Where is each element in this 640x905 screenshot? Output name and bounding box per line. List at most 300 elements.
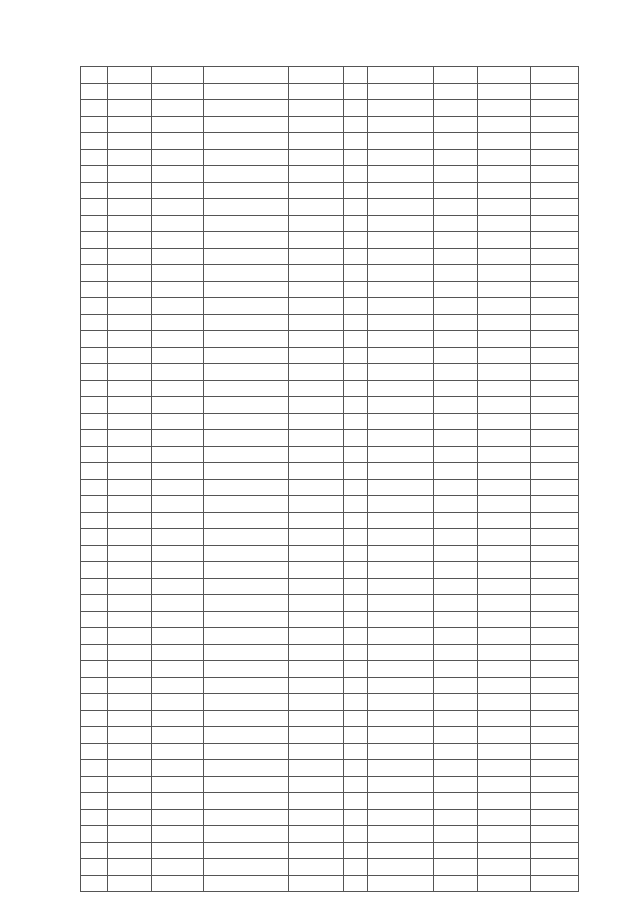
- table-cell: [204, 413, 289, 430]
- table-cell: [531, 100, 579, 117]
- table-cell: [434, 842, 478, 859]
- table-cell: [434, 859, 478, 876]
- table-cell: [289, 595, 344, 612]
- table-cell: [531, 380, 579, 397]
- table-cell: [344, 496, 368, 513]
- table-cell: [344, 265, 368, 282]
- table-cell: [108, 67, 152, 84]
- table-cell: [531, 677, 579, 694]
- table-row: [81, 413, 579, 430]
- table-cell: [344, 644, 368, 661]
- table-cell: [289, 67, 344, 84]
- table-cell: [204, 314, 289, 331]
- table-cell: [478, 215, 531, 232]
- table-cell: [344, 776, 368, 793]
- table-cell: [531, 232, 579, 249]
- table-cell: [368, 743, 434, 760]
- table-cell: [204, 842, 289, 859]
- table-cell: [204, 100, 289, 117]
- table-cell: [531, 545, 579, 562]
- table-cell: [81, 562, 108, 579]
- table-cell: [344, 364, 368, 381]
- table-cell: [289, 677, 344, 694]
- table-cell: [204, 182, 289, 199]
- table-cell: [368, 331, 434, 348]
- table-cell: [478, 776, 531, 793]
- table-cell: [152, 116, 204, 133]
- table-cell: [204, 694, 289, 711]
- table-cell: [204, 347, 289, 364]
- table-cell: [81, 67, 108, 84]
- table-cell: [531, 496, 579, 513]
- table-cell: [204, 298, 289, 315]
- table-cell: [289, 265, 344, 282]
- table-cell: [478, 760, 531, 777]
- table-cell: [289, 809, 344, 826]
- table-cell: [152, 446, 204, 463]
- table-cell: [368, 760, 434, 777]
- table-cell: [81, 694, 108, 711]
- table-cell: [531, 479, 579, 496]
- table-cell: [344, 595, 368, 612]
- table-cell: [81, 298, 108, 315]
- table-cell: [204, 512, 289, 529]
- table-cell: [368, 611, 434, 628]
- table-cell: [81, 149, 108, 166]
- table-row: [81, 298, 579, 315]
- table-cell: [434, 875, 478, 892]
- table-cell: [434, 809, 478, 826]
- table-cell: [289, 545, 344, 562]
- table-row: [81, 562, 579, 579]
- table-cell: [289, 331, 344, 348]
- table-cell: [204, 776, 289, 793]
- table-cell: [152, 380, 204, 397]
- table-cell: [108, 298, 152, 315]
- table-cell: [531, 529, 579, 546]
- table-cell: [81, 496, 108, 513]
- table-cell: [478, 875, 531, 892]
- table-cell: [344, 182, 368, 199]
- table-cell: [108, 215, 152, 232]
- table-cell: [81, 397, 108, 414]
- table-cell: [81, 875, 108, 892]
- table-cell: [344, 446, 368, 463]
- table-cell: [531, 413, 579, 430]
- table-row: [81, 479, 579, 496]
- table-cell: [478, 83, 531, 100]
- table-cell: [368, 281, 434, 298]
- table-cell: [368, 545, 434, 562]
- table-cell: [289, 100, 344, 117]
- table-cell: [434, 248, 478, 265]
- table-cell: [344, 677, 368, 694]
- table-cell: [478, 496, 531, 513]
- table-cell: [531, 364, 579, 381]
- table-cell: [289, 661, 344, 678]
- table-row: [81, 545, 579, 562]
- table-cell: [108, 661, 152, 678]
- table-cell: [81, 743, 108, 760]
- table-cell: [434, 611, 478, 628]
- table-cell: [108, 314, 152, 331]
- table-row: [81, 710, 579, 727]
- table-cell: [81, 232, 108, 249]
- table-cell: [368, 83, 434, 100]
- table-cell: [478, 677, 531, 694]
- table-cell: [434, 512, 478, 529]
- table-cell: [204, 595, 289, 612]
- table-cell: [204, 133, 289, 150]
- table-cell: [434, 595, 478, 612]
- table-cell: [434, 743, 478, 760]
- table-cell: [434, 710, 478, 727]
- table-cell: [108, 100, 152, 117]
- table-cell: [434, 793, 478, 810]
- table-cell: [204, 628, 289, 645]
- table-cell: [81, 760, 108, 777]
- table-cell: [108, 166, 152, 183]
- table-cell: [289, 628, 344, 645]
- table-cell: [434, 314, 478, 331]
- table-cell: [289, 347, 344, 364]
- table-cell: [81, 199, 108, 216]
- table-row: [81, 496, 579, 513]
- table-cell: [152, 314, 204, 331]
- table-cell: [368, 628, 434, 645]
- table-cell: [108, 413, 152, 430]
- table-cell: [368, 100, 434, 117]
- table-cell: [478, 248, 531, 265]
- table-cell: [368, 479, 434, 496]
- table-cell: [152, 611, 204, 628]
- table-cell: [289, 859, 344, 876]
- table-cell: [368, 644, 434, 661]
- table-cell: [478, 199, 531, 216]
- table-cell: [478, 512, 531, 529]
- table-cell: [204, 116, 289, 133]
- table-cell: [478, 182, 531, 199]
- table-cell: [434, 628, 478, 645]
- table-cell: [344, 859, 368, 876]
- table-cell: [434, 331, 478, 348]
- table-cell: [108, 842, 152, 859]
- table-cell: [108, 545, 152, 562]
- table-cell: [152, 842, 204, 859]
- table-cell: [478, 149, 531, 166]
- table-cell: [434, 562, 478, 579]
- table-cell: [289, 248, 344, 265]
- table-cell: [478, 743, 531, 760]
- table-cell: [344, 578, 368, 595]
- table-cell: [152, 265, 204, 282]
- table-cell: [478, 859, 531, 876]
- table-cell: [478, 826, 531, 843]
- table-cell: [289, 149, 344, 166]
- table-cell: [434, 463, 478, 480]
- table-cell: [289, 479, 344, 496]
- table-cell: [204, 446, 289, 463]
- table-cell: [152, 545, 204, 562]
- table-cell: [152, 149, 204, 166]
- table-cell: [152, 166, 204, 183]
- table-cell: [344, 694, 368, 711]
- table-cell: [289, 116, 344, 133]
- table-cell: [368, 661, 434, 678]
- table-cell: [108, 628, 152, 645]
- table-cell: [434, 397, 478, 414]
- table-cell: [531, 248, 579, 265]
- table-cell: [108, 512, 152, 529]
- table-cell: [81, 166, 108, 183]
- table-cell: [289, 842, 344, 859]
- table-cell: [108, 496, 152, 513]
- table-cell: [81, 628, 108, 645]
- table-cell: [434, 149, 478, 166]
- table-cell: [204, 661, 289, 678]
- table-cell: [368, 314, 434, 331]
- table-cell: [152, 67, 204, 84]
- table-cell: [368, 413, 434, 430]
- table-cell: [478, 67, 531, 84]
- table-cell: [108, 611, 152, 628]
- table-cell: [152, 281, 204, 298]
- table-cell: [81, 281, 108, 298]
- table-cell: [289, 578, 344, 595]
- table-row: [81, 430, 579, 447]
- table-cell: [204, 430, 289, 447]
- table-cell: [152, 661, 204, 678]
- table-cell: [204, 644, 289, 661]
- table-cell: [108, 710, 152, 727]
- table-cell: [152, 430, 204, 447]
- table-cell: [81, 463, 108, 480]
- table-cell: [204, 743, 289, 760]
- table-cell: [108, 809, 152, 826]
- table-cell: [368, 199, 434, 216]
- table-cell: [344, 298, 368, 315]
- table-cell: [81, 595, 108, 612]
- table-row: [81, 67, 579, 84]
- table-cell: [289, 215, 344, 232]
- table-cell: [434, 694, 478, 711]
- table-cell: [204, 496, 289, 513]
- table-row: [81, 248, 579, 265]
- table-cell: [289, 710, 344, 727]
- table-row: [81, 100, 579, 117]
- table-cell: [368, 776, 434, 793]
- table-cell: [434, 479, 478, 496]
- table-cell: [81, 248, 108, 265]
- table-cell: [478, 397, 531, 414]
- table-cell: [344, 760, 368, 777]
- table-cell: [204, 67, 289, 84]
- table-cell: [108, 265, 152, 282]
- table-cell: [152, 479, 204, 496]
- table-cell: [204, 760, 289, 777]
- table-cell: [434, 677, 478, 694]
- table-cell: [108, 677, 152, 694]
- table-cell: [108, 116, 152, 133]
- table-row: [81, 859, 579, 876]
- table-cell: [108, 793, 152, 810]
- data-table: [80, 66, 579, 892]
- table-cell: [368, 67, 434, 84]
- table-cell: [434, 166, 478, 183]
- table-cell: [344, 661, 368, 678]
- table-cell: [81, 677, 108, 694]
- table-cell: [289, 694, 344, 711]
- table-cell: [434, 661, 478, 678]
- table-cell: [368, 578, 434, 595]
- table-cell: [368, 842, 434, 859]
- table-cell: [108, 694, 152, 711]
- table-cell: [289, 199, 344, 216]
- table-cell: [289, 281, 344, 298]
- table-cell: [81, 430, 108, 447]
- table-cell: [368, 298, 434, 315]
- table-row: [81, 529, 579, 546]
- table-row: [81, 380, 579, 397]
- table-cell: [81, 727, 108, 744]
- table-cell: [289, 133, 344, 150]
- table-cell: [531, 83, 579, 100]
- table-cell: [152, 760, 204, 777]
- table-cell: [152, 826, 204, 843]
- table-cell: [152, 529, 204, 546]
- table-cell: [434, 133, 478, 150]
- table-cell: [368, 248, 434, 265]
- table-cell: [289, 496, 344, 513]
- table-row: [81, 842, 579, 859]
- table-cell: [108, 562, 152, 579]
- table-cell: [434, 281, 478, 298]
- table-cell: [434, 298, 478, 315]
- table-cell: [434, 446, 478, 463]
- table-cell: [531, 446, 579, 463]
- table-row: [81, 727, 579, 744]
- table-cell: [344, 166, 368, 183]
- table-cell: [289, 446, 344, 463]
- table-cell: [434, 364, 478, 381]
- table-cell: [434, 496, 478, 513]
- table-cell: [108, 595, 152, 612]
- table-cell: [152, 83, 204, 100]
- table-row: [81, 677, 579, 694]
- table-cell: [108, 248, 152, 265]
- table-cell: [289, 727, 344, 744]
- table-cell: [531, 875, 579, 892]
- table-cell: [531, 133, 579, 150]
- table-cell: [434, 826, 478, 843]
- table-cell: [531, 182, 579, 199]
- table-cell: [344, 826, 368, 843]
- table-cell: [81, 826, 108, 843]
- table-cell: [108, 149, 152, 166]
- table-cell: [289, 529, 344, 546]
- table-cell: [531, 809, 579, 826]
- table-row: [81, 644, 579, 661]
- table-cell: [344, 512, 368, 529]
- table-cell: [368, 595, 434, 612]
- table-cell: [289, 166, 344, 183]
- table-cell: [344, 199, 368, 216]
- table-cell: [531, 215, 579, 232]
- table-cell: [289, 380, 344, 397]
- table-cell: [478, 578, 531, 595]
- table-cell: [368, 694, 434, 711]
- table-cell: [108, 446, 152, 463]
- table-cell: [368, 859, 434, 876]
- table-row: [81, 776, 579, 793]
- table-cell: [204, 677, 289, 694]
- table-cell: [478, 314, 531, 331]
- table-cell: [344, 413, 368, 430]
- table-row: [81, 364, 579, 381]
- table-cell: [531, 710, 579, 727]
- table-cell: [478, 364, 531, 381]
- table-cell: [204, 859, 289, 876]
- table-cell: [434, 380, 478, 397]
- table-cell: [152, 133, 204, 150]
- table-cell: [344, 842, 368, 859]
- table-cell: [434, 100, 478, 117]
- table-cell: [81, 116, 108, 133]
- table-row: [81, 314, 579, 331]
- table-cell: [204, 232, 289, 249]
- table-cell: [108, 463, 152, 480]
- table-cell: [81, 479, 108, 496]
- table-cell: [152, 809, 204, 826]
- table-cell: [368, 826, 434, 843]
- table-cell: [289, 397, 344, 414]
- table-row: [81, 595, 579, 612]
- table-cell: [152, 562, 204, 579]
- table-cell: [531, 512, 579, 529]
- table-cell: [289, 875, 344, 892]
- table-cell: [434, 199, 478, 216]
- table-cell: [478, 628, 531, 645]
- table-cell: [434, 727, 478, 744]
- table-cell: [108, 529, 152, 546]
- table-cell: [81, 215, 108, 232]
- table-cell: [531, 430, 579, 447]
- table-cell: [108, 331, 152, 348]
- table-cell: [204, 578, 289, 595]
- table-cell: [368, 529, 434, 546]
- table-cell: [531, 578, 579, 595]
- table-cell: [531, 281, 579, 298]
- table-cell: [81, 100, 108, 117]
- table-cell: [531, 595, 579, 612]
- table-cell: [478, 710, 531, 727]
- table-cell: [478, 529, 531, 546]
- table-row: [81, 397, 579, 414]
- table-cell: [81, 380, 108, 397]
- table-cell: [478, 100, 531, 117]
- table-cell: [152, 694, 204, 711]
- table-cell: [344, 314, 368, 331]
- table-cell: [368, 710, 434, 727]
- table-cell: [478, 331, 531, 348]
- table-row: [81, 628, 579, 645]
- table-cell: [81, 710, 108, 727]
- table-cell: [368, 446, 434, 463]
- table-cell: [531, 611, 579, 628]
- table-cell: [344, 529, 368, 546]
- table-cell: [344, 248, 368, 265]
- table-cell: [434, 413, 478, 430]
